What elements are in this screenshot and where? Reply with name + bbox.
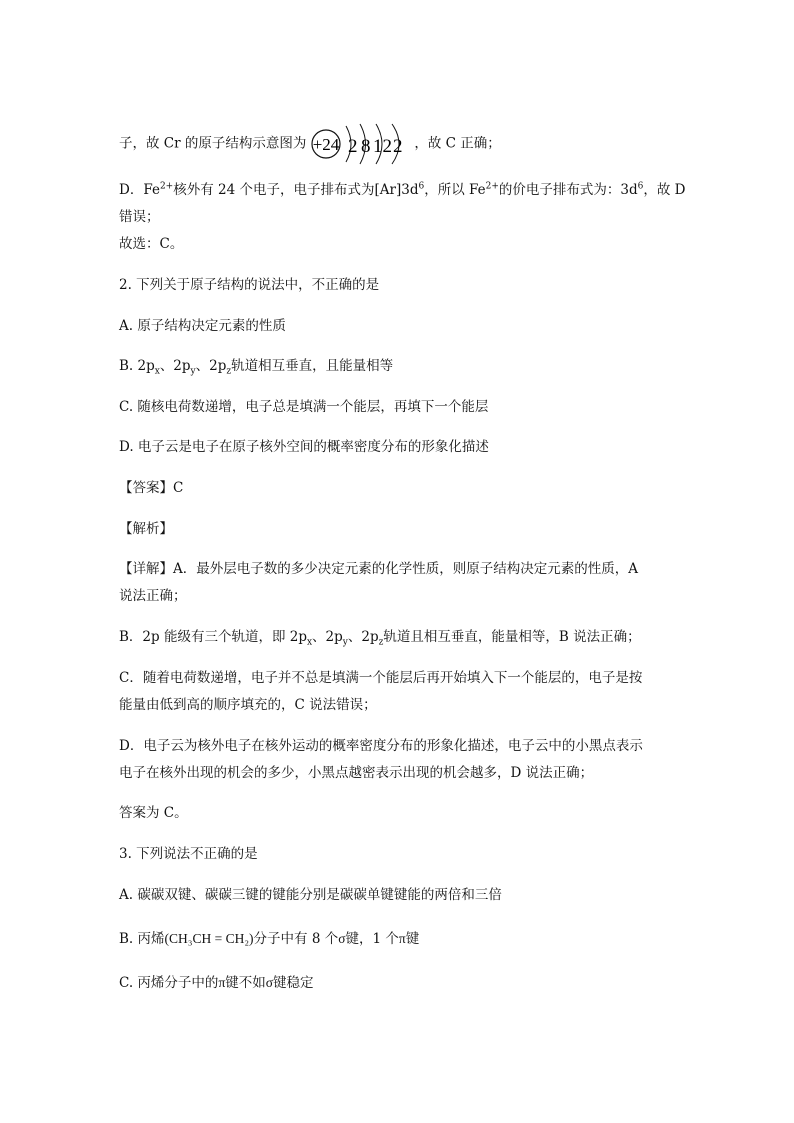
shell-electrons-4: 2	[393, 136, 403, 157]
line-cr-diagram: 子，故 Cr 的原子结构示意图为 +24 2 8 12 2 ，故 C 正确；	[119, 122, 501, 166]
q2-option-b: B. $2p_x$、$2p_y$、$2p_z$轨道相互垂直，且能量相等	[119, 358, 394, 377]
propene-formula: (CH₃CH = CH₂)	[164, 931, 254, 946]
detail-a: 【详解】A．最外层电子数的多少决定元素的化学性质，则原子结构决定元素的性质，A	[119, 561, 638, 577]
shell-electrons-2: 8	[361, 136, 371, 157]
detail-d-cont: 电子在核外出现的机会的多少，小黑点越密表示出现的机会越多，D 说法正确；	[119, 765, 594, 781]
atom-structure-diagram	[310, 122, 410, 166]
detail-c: C．随着电荷数递增，电子并不总是填满一个能层后再开始填入下一个能层的，电子是按	[119, 670, 643, 686]
answer-label: 【答案】C	[119, 480, 184, 496]
q3-option-a: A. 碳碳双键、碳碳三键的键能分别是碳碳单键键能的两倍和三倍	[119, 887, 502, 903]
shell-electrons-3: 12	[373, 136, 393, 157]
q2-option-d: D. 电子云是电子在原子核外空间的概率密度分布的形象化描述	[119, 439, 489, 455]
answer-summary: 答案为 C。	[119, 805, 188, 821]
detail-a-cont: 说法正确；	[119, 588, 187, 604]
detail-b: B．2p 能级有三个轨道，即 $2p_x$、$2p_y$、$2p_z$轨道且相互垂直，能量相等，B 说法正确；	[119, 629, 641, 648]
q2-option-a: A. 原子结构决定元素的性质	[119, 318, 286, 334]
nucleus-charge: +24	[313, 135, 340, 154]
detail-c-cont: 能量由低到高的顺序填充的，C 说法错误；	[119, 697, 377, 713]
question-3: 3. 下列说法不正确的是	[119, 846, 258, 862]
detail-d: D．电子云为核外电子在核外运动的概率密度分布的形象化描述，电子云中的小黑点表示	[119, 738, 643, 754]
q3-option-c: C. 丙烯分子中的π键不如σ键稳定	[119, 975, 314, 991]
q2-option-c: C. 随核电荷数递增，电子总是填满一个能层，再填下一个能层	[119, 399, 489, 415]
line-wrong: 错误；	[119, 209, 160, 225]
q3-option-b: B. 丙烯(CH₃CH = CH₂)分子中有 8 个σ键，1 个π键	[119, 931, 420, 947]
line-choose: 故选：C。	[119, 236, 184, 252]
line-fe-config: D．$Fe^{2+}$核外有 24 个电子，电子排布式为$[Ar]3d^6$，所以 $Fe^{2+}$的价电子排布式为：$3d^6$，故 D	[119, 181, 686, 198]
analysis-label: 【解析】	[119, 521, 173, 537]
question-2: 2. 下列关于原子结构的说法中，不正确的是	[119, 277, 380, 293]
shell-electrons-1: 2	[348, 136, 358, 157]
